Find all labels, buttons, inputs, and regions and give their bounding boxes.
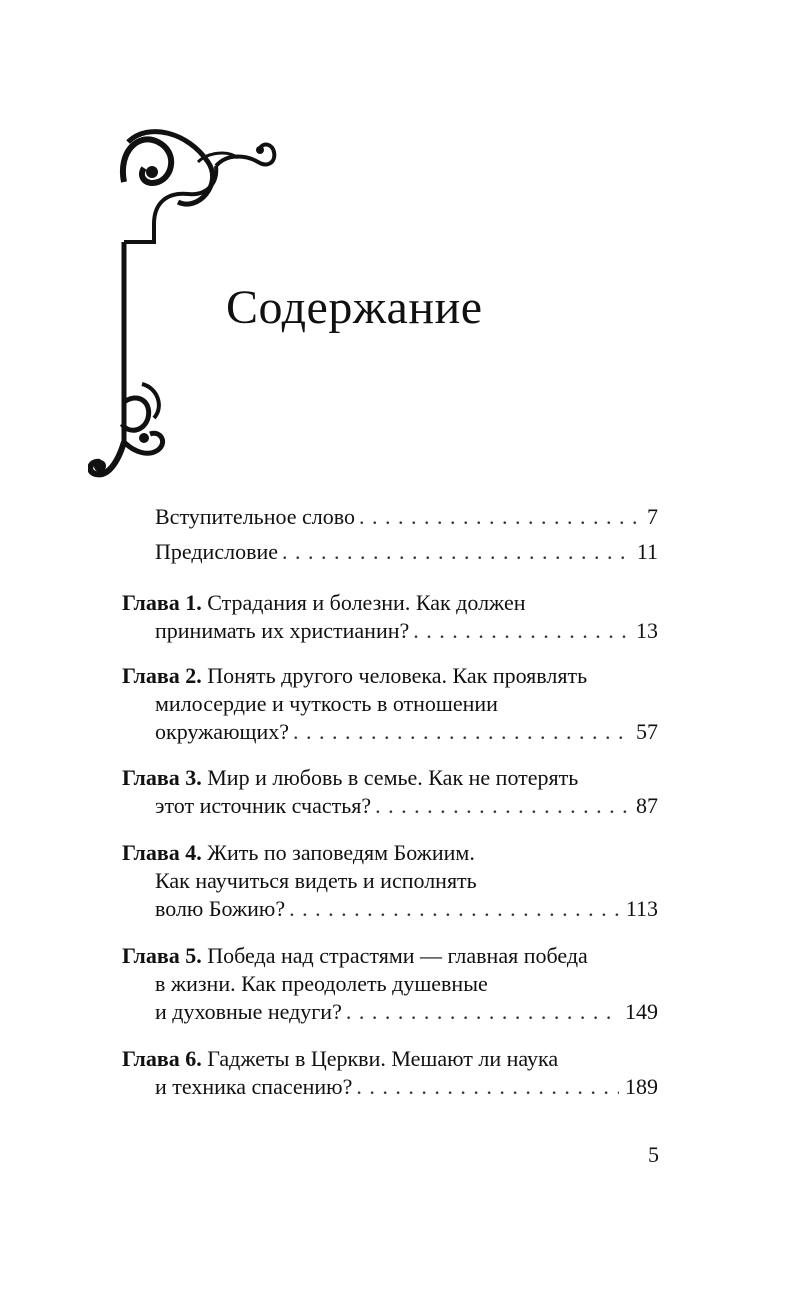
dot-leader: [413, 616, 630, 646]
dot-leader: [282, 537, 631, 567]
dot-leader: [289, 894, 620, 924]
toc-chapter-1-line-1: [122, 588, 526, 618]
toc-entry-title: этот источник счастья?: [155, 793, 372, 818]
dot-leader: [293, 717, 630, 747]
chapter-label: Глава 2.: [122, 663, 202, 688]
toc-entry-title: Как научиться видеть и исполнять: [155, 868, 477, 893]
toc-entry-intro: [155, 502, 658, 532]
toc-chapter-1-line-2: [155, 616, 658, 646]
dot-leader: [359, 502, 641, 532]
toc-entry-page: 11: [636, 539, 658, 564]
toc-entry-title: окружающих?: [155, 719, 289, 744]
toc-entry-page: 149: [625, 999, 658, 1024]
toc-chapter-2-line-2: [155, 689, 498, 719]
toc-entry-page: 113: [625, 896, 658, 921]
toc-entry-page: 57: [636, 719, 658, 744]
toc-entry-title: Мир и любовь в семье. Как не потерять: [207, 765, 579, 790]
toc-chapter-4-line-1: [122, 838, 475, 868]
toc-chapter-5-line-1: [122, 941, 588, 971]
toc-entry-title: милосердие и чуткость в отношении: [155, 691, 498, 716]
toc-entry-title: волю Божию?: [155, 896, 286, 921]
toc-entry-preface: [155, 537, 658, 567]
toc-entry-title: в жизни. Как преодолеть душевные: [155, 971, 488, 996]
toc-chapter-5-line-3: [155, 997, 658, 1027]
toc-chapter-4-line-2: [155, 866, 477, 896]
chapter-label: Глава 1.: [122, 590, 202, 615]
page-title: Содержание: [226, 281, 483, 334]
toc-chapter-6-line-1: [122, 1044, 558, 1074]
chapter-label: Глава 4.: [122, 840, 202, 865]
toc-entry-title: Понять другого человека. Как проявлять: [207, 663, 588, 688]
chapter-label: Глава 5.: [122, 943, 202, 968]
dot-leader: [356, 1072, 619, 1102]
chapter-label: Глава 6.: [122, 1046, 202, 1071]
dot-leader: [375, 791, 630, 821]
toc-entry-page: 7: [647, 504, 658, 529]
chapter-label: Глава 3.: [122, 765, 202, 790]
toc-entry-title: и духовные недуги?: [155, 999, 342, 1024]
toc-chapter-3-line-1: [122, 763, 578, 793]
page-number: 5: [648, 1142, 659, 1167]
dot-leader: [346, 997, 619, 1027]
toc-entry-title: Вступительное слово: [155, 504, 355, 529]
toc-entry-title: Страдания и болезни. Как должен: [207, 590, 526, 615]
toc-entry-title: Гаджеты в Церкви. Мешают ли наука: [207, 1046, 559, 1071]
toc-entry-page: 13: [636, 618, 658, 643]
toc-entry-page: 87: [636, 793, 658, 818]
toc-chapter-3-line-2: [155, 791, 658, 821]
toc-chapter-2-line-3: [155, 717, 658, 747]
toc-entry-title: принимать их христианин?: [155, 618, 410, 643]
toc-entry-title: и техника спасению?: [155, 1074, 353, 1099]
toc-chapter-4-line-3: [155, 894, 658, 924]
toc-chapter-6-line-2: [155, 1072, 658, 1102]
toc-entry-title: Жить по заповедям Божиим.: [207, 840, 475, 865]
toc-entry-title: Предисловие: [155, 539, 278, 564]
toc-entry-page: 189: [625, 1074, 658, 1099]
toc-chapter-5-line-2: [155, 969, 488, 999]
toc-chapter-2-line-1: [122, 661, 587, 691]
toc-entry-title: Победа над страстями — главная победа: [207, 943, 588, 968]
